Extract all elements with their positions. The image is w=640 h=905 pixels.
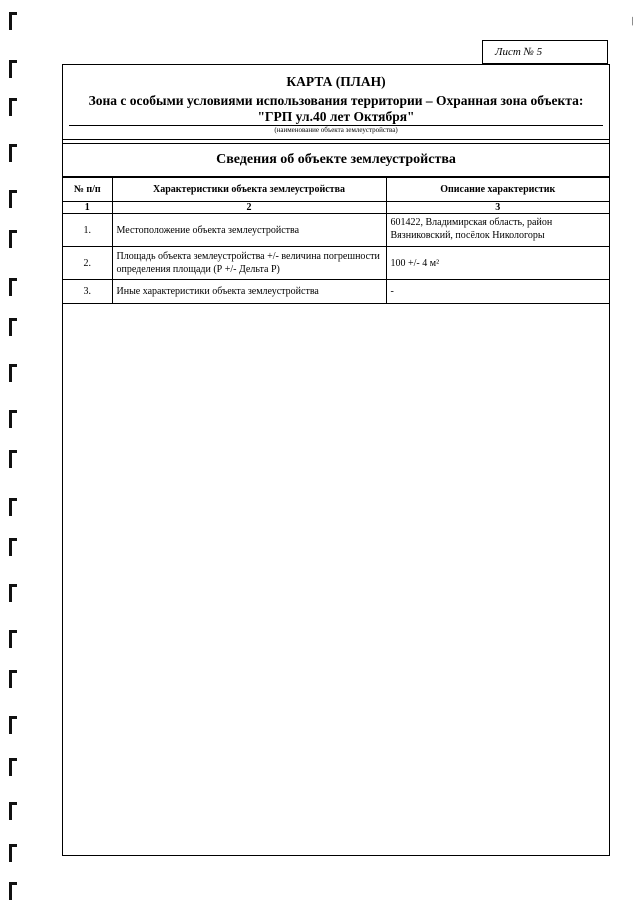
- binder-hole: [8, 10, 18, 32]
- title-block: [63, 65, 609, 140]
- column-number-row: [63, 202, 609, 214]
- zone-title: Зона с особыми условиями использования территории – Охранная зона объекта:: [88, 93, 584, 108]
- binder-hole: [8, 582, 18, 604]
- binder-hole: [8, 800, 18, 822]
- binder-hole: [8, 628, 18, 650]
- binder-hole: [8, 714, 18, 736]
- row-description: 100 +/- 4 м²: [386, 247, 609, 280]
- column-number: 1: [63, 202, 112, 214]
- binder-hole: [8, 536, 18, 558]
- sheet-number-label: Лист № 5: [495, 46, 543, 58]
- column-header-characteristic: Характеристики объекта землеустройства: [112, 178, 386, 202]
- object-name: "ГРП ул.40 лет Октября": [257, 109, 415, 124]
- column-header-description: Описание характеристик: [386, 178, 609, 202]
- object-name-caption: (наименование объекта землеустройства): [63, 126, 609, 135]
- binder-hole: [8, 228, 18, 250]
- row-number: 3.: [63, 280, 112, 304]
- corner-pen-mark: /: [628, 13, 637, 29]
- document-frame: [62, 64, 610, 856]
- table-header-row: [63, 178, 609, 202]
- row-characteristic: Местоположение объекта землеустройства: [112, 214, 386, 247]
- column-number: 2: [112, 202, 386, 214]
- column-header-number: № п/п: [63, 178, 112, 202]
- object-info-table: [63, 177, 609, 304]
- row-characteristic: Площадь объекта землеустройства +/- величина погрешности определения площади (Р +/- Дельта Р): [112, 247, 386, 280]
- table-row: [63, 214, 609, 247]
- binder-hole: [8, 362, 18, 384]
- binder-hole: [8, 842, 18, 864]
- binder-hole: [8, 668, 18, 690]
- binder-hole: [8, 96, 18, 118]
- binder-hole: [8, 316, 18, 338]
- section-title: Сведения об объекте землеустройства: [63, 143, 609, 177]
- binder-hole: [8, 756, 18, 778]
- column-number: 3: [386, 202, 609, 214]
- binder-hole: [8, 448, 18, 470]
- binder-hole: [8, 276, 18, 298]
- map-title: КАРТА (ПЛАН): [286, 74, 386, 89]
- row-description: 601422, Владимирская область, район Вязниковский, посёлок Никологоры: [386, 214, 609, 247]
- sheet-number-box: [482, 40, 608, 64]
- binder-hole: [8, 58, 18, 80]
- binder-hole: [8, 142, 18, 164]
- binder-hole: [8, 880, 18, 902]
- table-row: [63, 280, 609, 304]
- binder-hole: [8, 188, 18, 210]
- row-description: -: [386, 280, 609, 304]
- binder-hole: [8, 408, 18, 430]
- row-number: 2.: [63, 247, 112, 280]
- table-row: [63, 247, 609, 280]
- binder-hole: [8, 496, 18, 518]
- row-characteristic: Иные характеристики объекта землеустройства: [112, 280, 386, 304]
- binder-holes: [8, 0, 22, 905]
- row-number: 1.: [63, 214, 112, 247]
